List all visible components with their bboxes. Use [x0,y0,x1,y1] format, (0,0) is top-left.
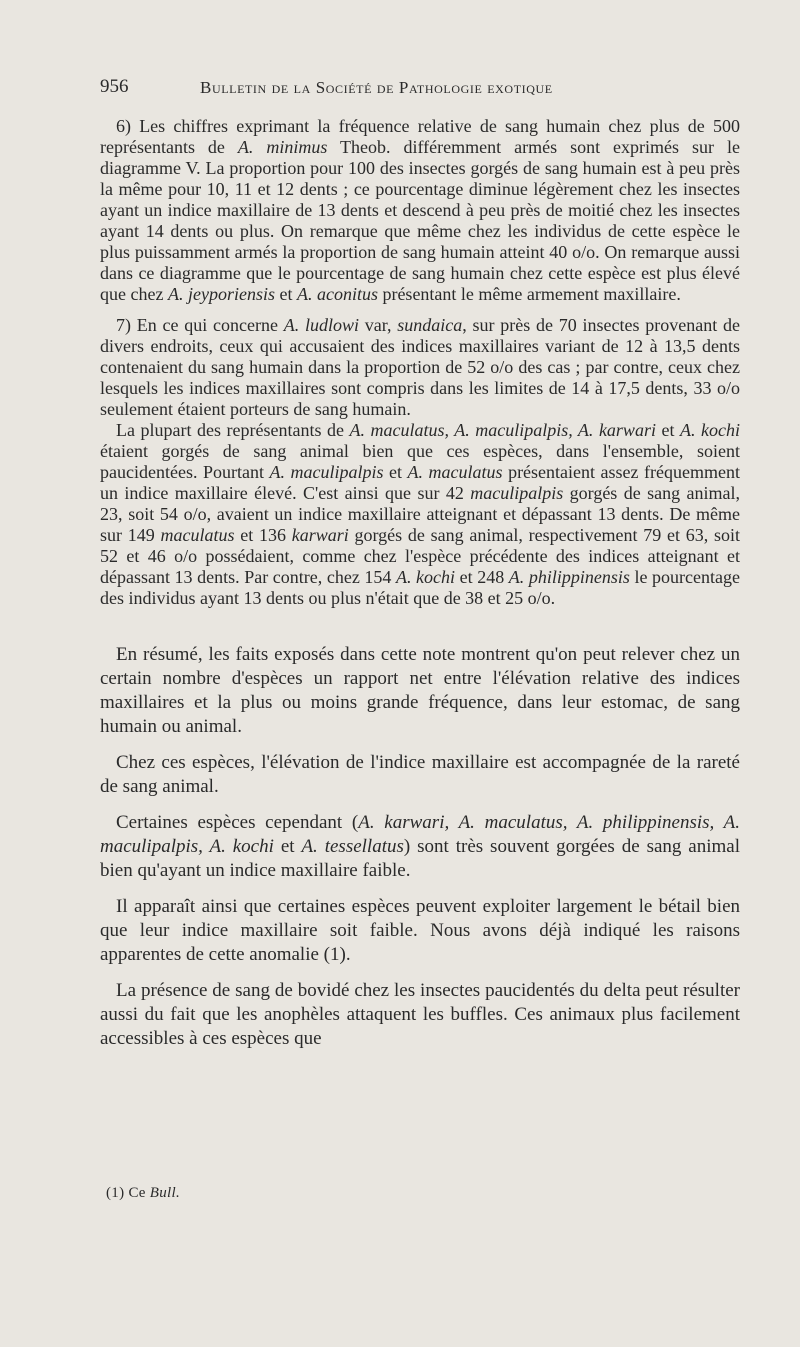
conclusion-section [100,643,740,1051]
conclusion-paragraph-5: La présence de sang de bovidé chez les insectes paucidentés du delta peut résulter aussi du fait que les anophèles attaquent les buffles. Ces animaux plus facilement accessibles à ces espèces que [100,980,740,1049]
page-number: 956 [100,76,129,97]
footnote-marker: (1) Ce [106,1185,150,1201]
conclusion-paragraph-2: Chez ces espèces, l'élévation de l'indice maxillaire est accompagnée de la rareté de sang animal. [100,752,740,797]
body-text [100,116,740,1051]
conclusion-paragraph-4: Il apparaît ainsi que certaines espèces peuvent exploiter largement le bétail bien que leur indice maxillaire soit faible. Nous avons déjà indiqué les raisons apparentes de cette anomalie (1). [100,896,740,965]
journal-title: Bulletin de la Société de Pathologie exotique [200,78,553,97]
footnote-reference: Bull. [149,1185,181,1201]
paragraph-7: 7) En ce qui concerne A. ludlowi var, sundaica, sur près de 70 insectes provenant de divers endroits, ceux qui accusaient des indices maxillaires variant de 12 à 13,5 dents contenaient du sang humain dans la proportion de 52 o/o des cas ; par contre, ceux chez lesquels les indices maxillaires sont compris dans les limites de 14 à 17,5 dents, 33 o/o seulement étaient porteurs de sang humain. [100,315,740,419]
conclusion-paragraph-1: En résumé, les faits exposés dans cette note montrent qu'on peut relever chez un certain nombre d'espèces un rapport net entre l'élévation relative des indices maxillaires et la plus ou moins grande fréquence, dans leur estomac, de sang humain ou animal. [100,644,740,737]
footnote [106,1185,180,1202]
paragraph-6: 6) Les chiffres exprimant la fréquence relative de sang humain chez plus de 500 représentants de A. minimus Theob. différemment armés sont exprimés sur le diagramme V. La proportion pour 100 des insectes gorgés de sang humain est à peu près la même pour 10, 11 et 12 dents ; ce pourcentage diminue légèrement chez les insectes ayant un indice maxillaire de 13 dents et descend à peu près de moitié chez les insectes ayant 14 dents ou plus. On remarque que même chez les individus de cette espèce le plus puissamment armés la proportion de sang humain atteint 40 o/o. On remarque aussi dans ce diagramme que le pourcentage de sang humain chez cette espèce est plus élevé que chez A. jeyporiensis et A. aconitus présentant le même armement maxillaire. [100,116,740,304]
page-header [100,76,740,106]
conclusion-paragraph-3: Certaines espèces cependant (A. karwari, A. maculatus, A. philippinensis, A. maculipalpis, A. kochi et A. tessellatus) sont très souvent gorgées de sang animal bien qu'ayant un indice maxillaire faible. [100,812,741,881]
paragraph-7-continued: La plupart des représentants de A. maculatus, A. maculipalpis, A. karwari et A. kochi étaient gorgés de sang animal bien que ces espèces, dans l'ensemble, soient paucidentées. Pourtant A. maculipalpis et A. maculatus présentaient assez fréquemment un indice maxillaire élevé. C'est ainsi que sur 42 maculipalpis gorgés de sang animal, 23, soit 54 o/o, avaient un indice maxillaire atteignant et dépassant 13 dents. De même sur 149 maculatus et 136 karwari gorgés de sang animal, respectivement 79 et 63, soit 52 et 46 o/o possédaient, comme chez l'espèce précédente des indices atteignant et dépassant 13 dents. Par contre, chez 154 A. kochi et 248 A. philippinensis le pourcentage des individus ayant 13 dents ou plus n'était que de 38 et 25 o/o. [100,420,741,608]
